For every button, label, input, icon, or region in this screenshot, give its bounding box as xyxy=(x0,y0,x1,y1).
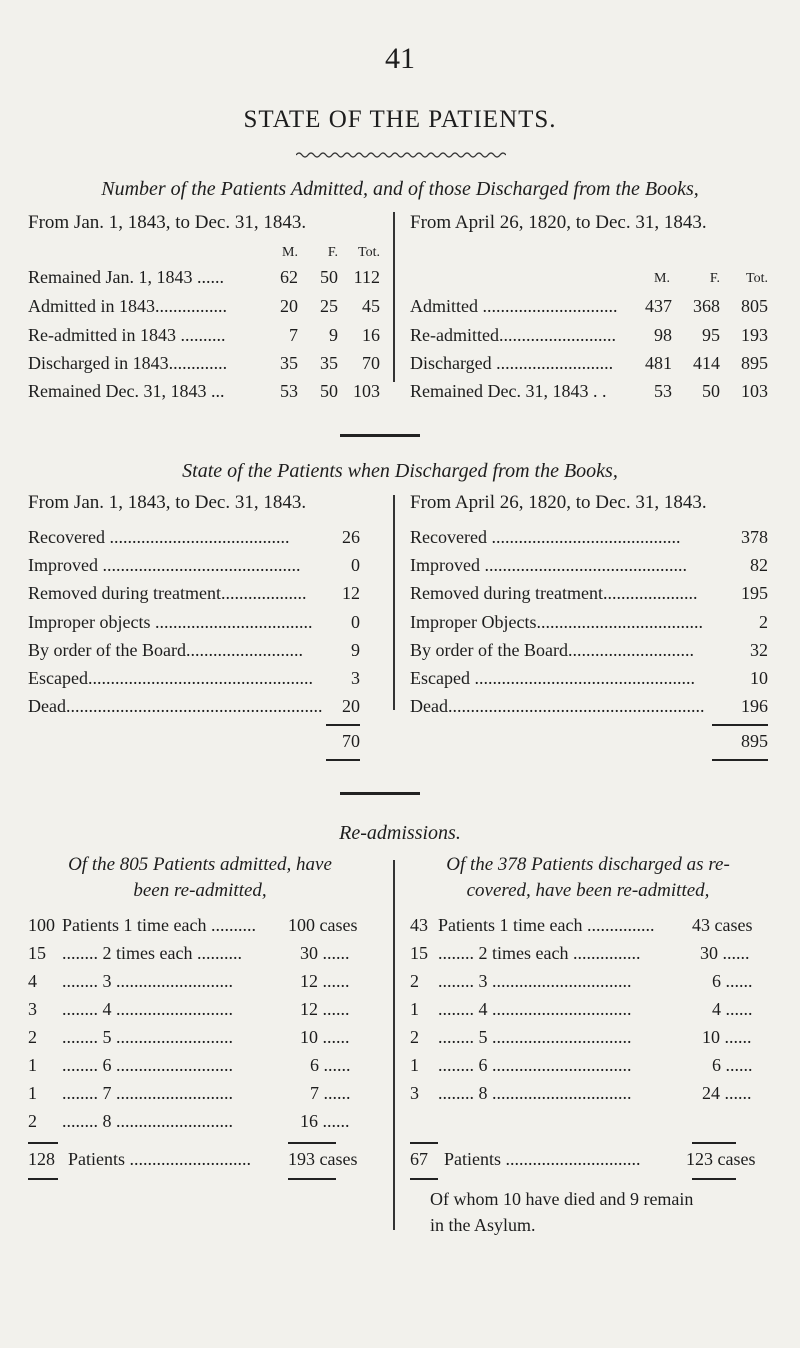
list-item: Improper objects ................................... xyxy=(28,612,313,632)
value-f: 50 xyxy=(320,267,338,287)
cases-total: 123 cases xyxy=(686,1149,756,1169)
value-f: 414 xyxy=(693,353,720,373)
section3-right-subhead: Of the 378 Patients discharged as re- xyxy=(446,854,730,875)
list-item: 1 ........ 6 .......................... xyxy=(28,1055,233,1075)
list-item: 2 ........ 5 ............................... xyxy=(410,1027,632,1047)
value-tot: 193 xyxy=(741,325,768,345)
list-item: Dead......................................................... xyxy=(28,696,323,716)
value-m: 481 xyxy=(645,353,672,373)
list-total: 128 Patients ........................... xyxy=(28,1149,251,1169)
value-f: 50 xyxy=(320,381,338,401)
list-item: 4 ........ 3 .......................... xyxy=(28,971,233,991)
cases-value: 10 ...... xyxy=(702,1027,752,1047)
section3-heading: Re-admissions. xyxy=(339,822,461,844)
table-row xyxy=(410,293,618,319)
value-tot: 103 xyxy=(353,381,380,401)
list-value: 9 xyxy=(351,640,360,660)
row-label: Admitted in 1843................ xyxy=(28,296,227,316)
row-label: Discharged .......................... xyxy=(410,353,614,373)
list-item: 15 ........ 2 times each .......... xyxy=(28,943,242,963)
cases-value: 7 ...... xyxy=(310,1083,351,1103)
list-item: 2 ........ 8 .......................... xyxy=(28,1111,233,1131)
value-m: 53 xyxy=(280,381,298,401)
list-value: 3 xyxy=(351,668,360,688)
row-label: Re-admitted in 1843 .......... xyxy=(28,325,226,345)
list-item: Improper Objects..................................... xyxy=(410,612,703,632)
list-item: Escaped ................................................. xyxy=(410,668,695,688)
total-rule xyxy=(692,1178,736,1180)
section3-left-subhead: been re-admitted, xyxy=(133,880,267,901)
list-value: 26 xyxy=(342,527,360,547)
list-value: 32 xyxy=(750,640,768,660)
list-item: 100 Patients 1 time each .......... xyxy=(28,915,256,935)
list-item: By order of the Board............................ xyxy=(410,640,694,660)
value-m: 437 xyxy=(645,296,672,316)
value-m: 53 xyxy=(654,381,672,401)
page-number: 41 xyxy=(385,42,415,75)
value-m: 20 xyxy=(280,296,298,316)
list-item: 1 ........ 6 ............................... xyxy=(410,1055,632,1075)
list-value: 196 xyxy=(741,696,768,716)
list-value: 0 xyxy=(351,612,360,632)
cases-value: 6 ...... xyxy=(712,1055,753,1075)
row-label: Remained Jan. 1, 1843 ...... xyxy=(28,267,224,287)
list-value: 2 xyxy=(759,612,768,632)
value-m: 98 xyxy=(654,325,672,345)
cases-value: 43 cases xyxy=(692,915,753,935)
section3-right-subhead: covered, have been re-admitted, xyxy=(466,880,710,901)
total-rule xyxy=(410,1142,438,1144)
section-divider xyxy=(340,434,420,437)
cases-value: 24 ...... xyxy=(702,1083,752,1103)
list-item: Recovered .......................................... xyxy=(410,527,681,547)
cases-value: 4 ...... xyxy=(712,999,753,1019)
value-f: 35 xyxy=(320,353,338,373)
list-item: Dead......................................................... xyxy=(410,696,705,716)
table-row xyxy=(28,350,227,376)
section3-left-subhead: Of the 805 Patients admitted, have xyxy=(68,854,332,875)
column-divider xyxy=(393,495,395,710)
table-row xyxy=(410,322,616,348)
total-rule xyxy=(410,1178,438,1180)
list-value: 378 xyxy=(741,527,768,547)
cases-value: 100 cases xyxy=(288,915,358,935)
section1-right-period: From April 26, 1820, to Dec. 31, 1843. xyxy=(410,212,707,233)
footnote: Of whom 10 have died and 9 remain xyxy=(430,1189,694,1209)
value-tot: 805 xyxy=(741,296,768,316)
cases-value: 30 ...... xyxy=(300,943,350,963)
table-row xyxy=(28,293,227,319)
row-label: Discharged in 1843............. xyxy=(28,353,228,373)
total-rule xyxy=(288,1142,336,1144)
value-tot: 45 xyxy=(362,296,380,316)
cases-total: 193 cases xyxy=(288,1149,358,1169)
section1-heading: Number of the Patients Admitted, and of those Discharged from the Books, xyxy=(101,178,699,200)
section2-left-period: From Jan. 1, 1843, to Dec. 31, 1843. xyxy=(28,492,307,513)
page-title: STATE OF THE PATIENTS. xyxy=(243,106,557,133)
section2-heading: State of the Patients when Discharged from the Books, xyxy=(182,460,618,482)
list-item: Improved ............................................ xyxy=(28,555,301,575)
col-head-m: M. xyxy=(654,271,670,286)
list-value: 82 xyxy=(750,555,768,575)
value-m: 7 xyxy=(289,325,298,345)
total-rule xyxy=(712,724,768,726)
col-head-m: M. xyxy=(282,245,298,260)
total-rule xyxy=(326,724,360,726)
list-item: 2 ........ 3 ............................... xyxy=(410,971,632,991)
value-m: 35 xyxy=(280,353,298,373)
cases-value: 30 ...... xyxy=(700,943,750,963)
col-head-tot: Tot. xyxy=(358,245,380,260)
list-item: Recovered ........................................ xyxy=(28,527,290,547)
value-m: 62 xyxy=(280,267,298,287)
cases-value: 12 ...... xyxy=(300,999,350,1019)
value-f: 95 xyxy=(702,325,720,345)
value-f: 9 xyxy=(329,325,338,345)
value-tot: 70 xyxy=(362,353,380,373)
list-item: 3 ........ 4 .......................... xyxy=(28,999,233,1019)
list-value: 0 xyxy=(351,555,360,575)
footnote: in the Asylum. xyxy=(430,1215,536,1235)
row-label: Re-admitted.......................... xyxy=(410,325,616,345)
table-row xyxy=(410,350,613,376)
table-row xyxy=(410,378,606,404)
total-rule xyxy=(326,759,360,761)
row-label: Remained Dec. 31, 1843 . . xyxy=(410,381,607,401)
section1-left-period: From Jan. 1, 1843, to Dec. 31, 1843. xyxy=(28,212,307,233)
row-label: Remained Dec. 31, 1843 ... xyxy=(28,381,225,401)
list-value: 12 xyxy=(342,583,360,603)
list-value: 20 xyxy=(342,696,360,716)
list-value: 195 xyxy=(741,583,768,603)
col-head-tot: Tot. xyxy=(746,271,768,286)
cases-value: 6 ...... xyxy=(712,971,753,991)
value-tot: 103 xyxy=(741,381,768,401)
list-item: 43 Patients 1 time each ............... xyxy=(410,915,655,935)
table-row xyxy=(28,322,225,348)
value-f: 25 xyxy=(320,296,338,316)
list-item: Removed during treatment..................... xyxy=(410,583,698,603)
total-rule xyxy=(28,1142,58,1144)
table-row xyxy=(28,264,224,290)
list-total: 70 xyxy=(342,731,360,751)
cases-value: 12 ...... xyxy=(300,971,350,991)
list-item: 15 ........ 2 times each ............... xyxy=(410,943,641,963)
value-tot: 112 xyxy=(353,267,380,287)
list-item: 3 ........ 8 ............................... xyxy=(410,1083,632,1103)
value-f: 50 xyxy=(702,381,720,401)
total-rule xyxy=(712,759,768,761)
list-item: By order of the Board.......................... xyxy=(28,640,303,660)
value-f: 368 xyxy=(693,296,720,316)
list-item: Removed during treatment................... xyxy=(28,583,307,603)
list-item: 1 ........ 7 .......................... xyxy=(28,1083,233,1103)
table-row xyxy=(28,378,224,404)
list-value: 10 xyxy=(750,668,768,688)
row-label: Admitted .............................. xyxy=(410,296,618,316)
list-item: Escaped.................................................. xyxy=(28,668,313,688)
list-total: 67 Patients .............................. xyxy=(410,1149,641,1169)
total-rule xyxy=(28,1178,58,1180)
total-rule xyxy=(288,1178,336,1180)
cases-value: 16 ...... xyxy=(300,1111,350,1131)
column-divider xyxy=(393,860,395,1230)
value-tot: 16 xyxy=(362,325,380,345)
cases-value: 10 ...... xyxy=(300,1027,350,1047)
list-item: 1 ........ 4 ............................... xyxy=(410,999,632,1019)
column-divider xyxy=(393,212,395,382)
list-item: 2 ........ 5 .......................... xyxy=(28,1027,233,1047)
col-head-f: F. xyxy=(327,245,338,260)
decorative-rule xyxy=(296,150,506,160)
section-divider xyxy=(340,792,420,795)
col-head-f: F. xyxy=(709,271,720,286)
section2-right-period: From April 26, 1820, to Dec. 31, 1843. xyxy=(410,492,707,513)
list-total: 895 xyxy=(741,731,768,751)
cases-value: 6 ...... xyxy=(310,1055,351,1075)
total-rule xyxy=(692,1142,736,1144)
list-item: Improved ............................................. xyxy=(410,555,687,575)
value-tot: 895 xyxy=(741,353,768,373)
